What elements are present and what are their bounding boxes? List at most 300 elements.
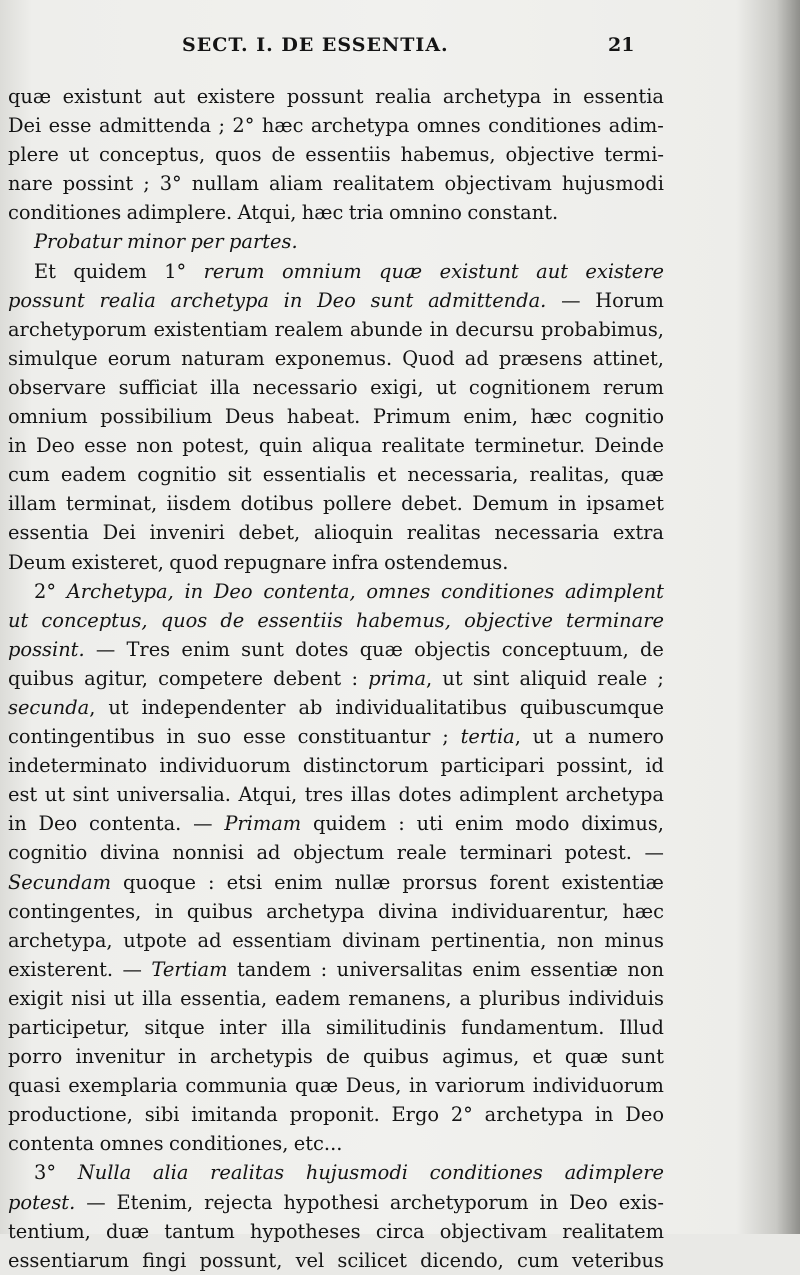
text-line bbox=[8, 227, 664, 256]
word: agimus, bbox=[442, 1045, 520, 1069]
word: sint bbox=[472, 666, 510, 690]
word: omnes bbox=[366, 579, 431, 603]
word: exis- bbox=[618, 1190, 664, 1214]
word: quibus bbox=[186, 899, 253, 923]
word: archetypa bbox=[442, 85, 542, 108]
word: debet, bbox=[238, 521, 301, 545]
word: tria bbox=[348, 201, 384, 225]
word: : bbox=[320, 957, 328, 981]
word: individuis bbox=[568, 986, 664, 1010]
word: — bbox=[95, 637, 116, 661]
word: conditiones bbox=[8, 201, 122, 225]
text-line bbox=[8, 402, 664, 431]
text-line bbox=[8, 664, 664, 693]
word: realitas, bbox=[529, 463, 610, 487]
word: quæ bbox=[295, 1074, 339, 1098]
word: dotibus bbox=[240, 492, 314, 516]
word: divina bbox=[378, 899, 438, 923]
word: veteribus bbox=[571, 1248, 664, 1272]
word: quæ bbox=[8, 85, 52, 108]
word: habeat. bbox=[286, 405, 361, 429]
word: quidem bbox=[73, 259, 147, 283]
word: cum bbox=[517, 1248, 559, 1272]
word: hujusmodi bbox=[561, 172, 664, 196]
word: quidem bbox=[313, 812, 387, 836]
word: duæ bbox=[105, 1219, 150, 1243]
word: omnes bbox=[99, 1132, 164, 1156]
word: alioquin bbox=[313, 521, 394, 545]
word: existerent. bbox=[8, 957, 114, 981]
word: possint, bbox=[556, 754, 634, 778]
word: essentiarum bbox=[8, 1248, 130, 1272]
word: existentiæ bbox=[561, 870, 664, 894]
word: sit bbox=[227, 463, 252, 487]
word: Quod bbox=[402, 346, 455, 370]
word: competere bbox=[158, 666, 263, 690]
word: indeterminato bbox=[8, 754, 148, 778]
word: illam bbox=[8, 492, 57, 516]
word: Probatur bbox=[34, 230, 122, 254]
word: id bbox=[645, 754, 664, 778]
word: repugnare bbox=[223, 550, 327, 574]
word: essentialis bbox=[262, 463, 366, 487]
word: omnium bbox=[281, 259, 362, 283]
word: Primam bbox=[224, 812, 302, 836]
word: Demum bbox=[472, 492, 549, 516]
word: et bbox=[532, 1045, 552, 1069]
word: hæc bbox=[622, 899, 664, 923]
word: ut bbox=[436, 375, 457, 399]
word: — bbox=[644, 841, 664, 865]
word: etc... bbox=[293, 1132, 343, 1156]
page-header bbox=[0, 34, 800, 64]
word: ut bbox=[8, 608, 29, 632]
word: omnium bbox=[8, 405, 88, 429]
word: archetypis bbox=[209, 1045, 313, 1069]
word: realia bbox=[99, 288, 156, 312]
word: realitatem bbox=[332, 172, 435, 196]
word: ; bbox=[442, 725, 449, 749]
word: remanens, bbox=[348, 986, 452, 1010]
word: pertinentia, bbox=[431, 928, 547, 952]
word: dotes bbox=[295, 637, 349, 661]
word: adimplent bbox=[459, 783, 559, 807]
word: quæ bbox=[564, 1045, 609, 1069]
word: — bbox=[86, 1190, 106, 1214]
word: debent bbox=[273, 666, 342, 690]
word: ; bbox=[218, 114, 225, 138]
word: ut bbox=[113, 986, 135, 1010]
word: archetyporum bbox=[8, 317, 147, 341]
word: sunt bbox=[370, 288, 414, 312]
word: enim bbox=[472, 957, 521, 981]
text-line bbox=[8, 1246, 664, 1275]
text-line bbox=[8, 518, 664, 547]
word: sibi bbox=[144, 1103, 180, 1127]
text-line bbox=[8, 1129, 664, 1158]
word: rerum bbox=[603, 375, 664, 399]
text-line bbox=[8, 82, 664, 111]
word: fundamentum. bbox=[461, 1016, 605, 1039]
word: participetur, bbox=[8, 1016, 130, 1039]
word: necessario bbox=[252, 375, 358, 399]
word: Deus, bbox=[345, 1074, 402, 1098]
text-line bbox=[8, 257, 664, 286]
word: possunt, bbox=[199, 1248, 283, 1272]
word: cognitio bbox=[584, 405, 664, 429]
word: admittenda bbox=[98, 114, 212, 138]
text-line bbox=[8, 955, 664, 984]
word: existere bbox=[585, 259, 664, 283]
word: ipsamet bbox=[586, 492, 664, 516]
word: enim bbox=[454, 812, 504, 836]
word: enim bbox=[181, 637, 230, 661]
word: in bbox=[154, 899, 174, 923]
word: Dei bbox=[102, 521, 136, 545]
word: objective bbox=[505, 143, 595, 167]
word: sufficiat bbox=[118, 375, 198, 399]
word: est bbox=[8, 783, 38, 807]
word: uti bbox=[416, 812, 444, 836]
word: Ergo bbox=[391, 1103, 440, 1127]
word: individualitatibus bbox=[335, 695, 507, 719]
word: etsi bbox=[226, 870, 263, 894]
word: alia bbox=[152, 1161, 189, 1185]
word: Deinde bbox=[594, 434, 664, 458]
word: exponemus. bbox=[274, 346, 393, 370]
word: extra bbox=[612, 521, 664, 545]
word: illas bbox=[350, 783, 391, 807]
word: ad bbox=[464, 346, 489, 370]
word: 2° bbox=[450, 1103, 473, 1127]
word: Tertiam bbox=[151, 957, 228, 981]
word: cognitionem bbox=[468, 375, 591, 399]
word: conceptus, bbox=[98, 143, 206, 167]
word: possunt bbox=[286, 85, 364, 108]
word: Deo bbox=[625, 1103, 664, 1127]
word: archetyporum bbox=[389, 1190, 529, 1214]
word: divinam bbox=[342, 928, 421, 952]
word: inter bbox=[219, 1016, 267, 1039]
text-line bbox=[8, 111, 664, 140]
word: realitate bbox=[381, 434, 465, 458]
word: prima, bbox=[368, 666, 433, 690]
text-line bbox=[8, 984, 664, 1013]
word: conditiones bbox=[488, 114, 602, 138]
word: admittenda. bbox=[428, 288, 547, 312]
word: forent bbox=[489, 870, 550, 894]
word: Deo bbox=[36, 434, 75, 458]
word: quod bbox=[169, 550, 219, 574]
word: adimplent bbox=[564, 579, 664, 603]
word: — bbox=[122, 957, 142, 981]
word: quos bbox=[160, 608, 208, 632]
word: non bbox=[557, 928, 594, 952]
word: de bbox=[220, 608, 245, 632]
word: universalia. bbox=[116, 783, 231, 807]
word: Illud bbox=[618, 1016, 664, 1039]
page-number: 21 bbox=[608, 34, 635, 56]
text-line bbox=[8, 1217, 664, 1246]
word: individuorum bbox=[532, 1074, 664, 1098]
word: habemus, bbox=[356, 608, 451, 632]
text-line bbox=[8, 897, 664, 926]
word: suo bbox=[197, 725, 232, 749]
word: dicendo, bbox=[420, 1248, 504, 1272]
word: possunt bbox=[8, 288, 85, 312]
word: essentiis bbox=[257, 608, 343, 632]
word: existentiam bbox=[153, 317, 268, 341]
word: adimplere. bbox=[126, 201, 233, 225]
word: rejecta bbox=[204, 1190, 273, 1214]
word: ut bbox=[44, 783, 65, 807]
word: per bbox=[190, 230, 224, 254]
word: terminari bbox=[459, 841, 553, 865]
word: porro bbox=[8, 1045, 63, 1069]
word: realitatem bbox=[562, 1219, 664, 1243]
word: attinet, bbox=[592, 346, 664, 370]
word: enim, bbox=[463, 405, 518, 429]
word: illa bbox=[209, 375, 241, 399]
text-line bbox=[8, 751, 664, 780]
word: Et bbox=[34, 259, 56, 283]
word: quæ bbox=[379, 259, 423, 283]
text-line bbox=[8, 868, 664, 897]
text-line bbox=[8, 635, 664, 664]
word: ab bbox=[298, 695, 323, 719]
word: naturam bbox=[181, 346, 265, 370]
word: prorsus bbox=[402, 870, 478, 894]
word: pollere bbox=[322, 492, 392, 516]
word: eadem bbox=[60, 463, 127, 487]
word: realia bbox=[375, 85, 432, 108]
word: observare bbox=[8, 375, 107, 399]
word: quoque bbox=[123, 870, 196, 894]
word: Atqui, bbox=[237, 201, 297, 225]
word: Deo bbox=[38, 812, 78, 836]
word: nare bbox=[8, 172, 53, 196]
word: tres bbox=[304, 783, 344, 807]
word: hypothesi bbox=[283, 1190, 379, 1214]
word: hæc bbox=[530, 405, 573, 429]
word: omnes bbox=[416, 114, 481, 138]
word: aliam bbox=[268, 172, 323, 196]
text-line bbox=[8, 1071, 664, 1100]
word: individuarentur, bbox=[451, 899, 609, 923]
word: Nulla bbox=[77, 1161, 132, 1185]
text-line bbox=[8, 1042, 664, 1071]
word: essentia bbox=[8, 521, 89, 545]
word: contenta, bbox=[263, 579, 356, 603]
word: — bbox=[561, 288, 581, 312]
word: realitas bbox=[406, 521, 481, 545]
word: dotes bbox=[398, 783, 452, 807]
text-line bbox=[8, 577, 664, 606]
word: essentia, bbox=[180, 986, 268, 1010]
word: adimplere bbox=[564, 1161, 664, 1185]
word: probabimus, bbox=[541, 317, 664, 341]
word: non bbox=[136, 434, 173, 458]
text-line bbox=[8, 693, 664, 722]
word: præsens bbox=[498, 346, 583, 370]
word: in bbox=[429, 317, 449, 341]
word: partes. bbox=[228, 230, 298, 254]
word: objectum bbox=[293, 841, 385, 865]
word: numero bbox=[588, 725, 664, 749]
text-line bbox=[8, 1188, 664, 1217]
text-line bbox=[8, 548, 664, 577]
body-text bbox=[8, 82, 664, 1275]
word: ad bbox=[197, 928, 222, 952]
word: quæ bbox=[359, 637, 403, 661]
word: archetypa, bbox=[8, 928, 113, 952]
word: diximus, bbox=[581, 812, 664, 836]
word: scilicet bbox=[337, 1248, 407, 1272]
word: in bbox=[283, 288, 303, 312]
text-line bbox=[8, 926, 664, 955]
word: agitur, bbox=[84, 666, 148, 690]
word: in bbox=[408, 1074, 428, 1098]
word: in bbox=[184, 579, 204, 603]
word: terminat, bbox=[65, 492, 158, 516]
word: in bbox=[557, 492, 577, 516]
word: reale bbox=[597, 666, 648, 690]
word: 3° bbox=[159, 172, 182, 196]
word: terminare bbox=[566, 608, 664, 632]
text-line bbox=[8, 722, 664, 751]
word: et bbox=[377, 463, 397, 487]
word: aut bbox=[153, 85, 186, 108]
word: tandem bbox=[237, 957, 312, 981]
text-line bbox=[8, 838, 664, 867]
word: conceptuum, bbox=[501, 637, 629, 661]
word: adim- bbox=[608, 114, 664, 138]
word: essentiæ bbox=[530, 957, 618, 981]
word: sint bbox=[72, 783, 109, 807]
word: archetypa bbox=[565, 783, 664, 807]
word: archetypa bbox=[266, 899, 365, 923]
word: essentiam bbox=[232, 928, 332, 952]
word: pluribus bbox=[479, 986, 561, 1010]
word: exigi, bbox=[370, 375, 424, 399]
word: quibuscumque bbox=[519, 695, 664, 719]
word: nullam bbox=[191, 172, 260, 196]
word: potest. bbox=[564, 841, 632, 865]
word: tertia, bbox=[460, 725, 521, 749]
word: eadem bbox=[275, 986, 341, 1010]
word: rerum bbox=[203, 259, 265, 283]
word: nisi bbox=[70, 986, 106, 1010]
word: abunde bbox=[349, 317, 423, 341]
word: exemplaria bbox=[68, 1074, 178, 1098]
word: 2° bbox=[34, 579, 57, 603]
word: secunda, bbox=[8, 695, 96, 719]
word: distinctorum bbox=[302, 754, 429, 778]
word: conceptus, bbox=[41, 608, 148, 632]
word: habemus, bbox=[400, 143, 496, 167]
word: existere bbox=[196, 85, 276, 108]
word: quæ bbox=[620, 463, 664, 487]
word: conditiones bbox=[429, 1161, 543, 1185]
word: cum bbox=[8, 463, 50, 487]
text-line bbox=[8, 780, 664, 809]
text-line bbox=[8, 1100, 664, 1129]
word: ; bbox=[143, 172, 150, 196]
word: quibus bbox=[8, 666, 74, 690]
word: terminetur. bbox=[474, 434, 585, 458]
word: non bbox=[627, 957, 664, 981]
word: essentia bbox=[583, 85, 664, 108]
word: communia bbox=[185, 1074, 288, 1098]
word: divina bbox=[99, 841, 160, 865]
text-line bbox=[8, 344, 664, 373]
word: conditiones, bbox=[168, 1132, 289, 1156]
word: nullæ bbox=[334, 870, 391, 894]
word: potest, bbox=[182, 434, 250, 458]
word: debet. bbox=[401, 492, 463, 516]
word: aliqua bbox=[311, 434, 373, 458]
word: enim bbox=[274, 870, 323, 894]
word: sitque bbox=[144, 1016, 205, 1039]
word: possint bbox=[62, 172, 134, 196]
word: utpote bbox=[123, 928, 187, 952]
text-line bbox=[8, 460, 664, 489]
word: quos bbox=[215, 143, 262, 167]
word: imitanda bbox=[191, 1103, 278, 1127]
word: Etenim, bbox=[116, 1190, 194, 1214]
word: Archetypa, bbox=[66, 579, 174, 603]
word: de bbox=[325, 1045, 350, 1069]
word: sunt bbox=[241, 637, 284, 661]
word: vel bbox=[295, 1248, 325, 1272]
word: Deo bbox=[213, 579, 253, 603]
word: ut bbox=[532, 725, 553, 749]
text-line bbox=[8, 315, 664, 344]
word: objectis bbox=[414, 637, 491, 661]
word: modo bbox=[515, 812, 570, 836]
word: ad bbox=[256, 841, 281, 865]
word: possibilium bbox=[100, 405, 213, 429]
word: sunt bbox=[621, 1045, 664, 1069]
word: eorum bbox=[107, 346, 171, 370]
word: infra bbox=[332, 550, 379, 574]
word: contenta bbox=[8, 1132, 95, 1156]
word: iisdem bbox=[166, 492, 232, 516]
word: universalitas bbox=[336, 957, 463, 981]
word: variorum bbox=[435, 1074, 526, 1098]
word: contenta. bbox=[89, 812, 182, 836]
word: esse bbox=[242, 725, 286, 749]
word: realem bbox=[274, 317, 344, 341]
word: constant. bbox=[467, 201, 559, 225]
word: hypotheses bbox=[249, 1219, 361, 1243]
word: Dei bbox=[8, 114, 42, 138]
word: 2° bbox=[232, 114, 255, 138]
word: 1° bbox=[164, 259, 187, 283]
text-line bbox=[8, 169, 664, 198]
word: objectivam bbox=[439, 1219, 548, 1243]
word: quibus bbox=[363, 1045, 429, 1069]
word: de bbox=[640, 637, 664, 661]
word: nonnisi bbox=[172, 841, 244, 865]
word: minor bbox=[126, 230, 185, 254]
word: in bbox=[166, 725, 186, 749]
word: — bbox=[193, 812, 213, 836]
word: fingi bbox=[142, 1248, 187, 1272]
word: cognitio bbox=[137, 463, 217, 487]
word: illa bbox=[281, 1016, 312, 1039]
word: tentium, bbox=[8, 1219, 91, 1243]
